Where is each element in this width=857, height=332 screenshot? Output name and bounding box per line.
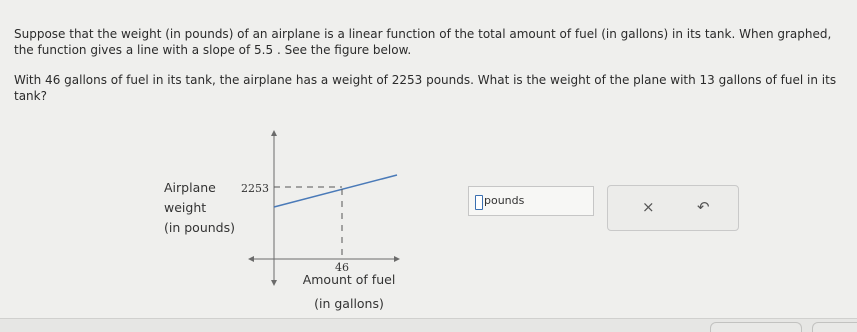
x-axis-label-line-1: Amount of fuel	[302, 272, 396, 287]
answer-area	[468, 186, 594, 216]
x-axis-arrow-left	[248, 256, 254, 262]
clear-answer-button[interactable]	[642, 198, 655, 216]
problem-paragraph-2: With 46 gallons of fuel in its tank, the airplane has a weight of 2253 pounds. What is the weight of the plane with 13 gallons of fuel in its tank?	[14, 73, 837, 103]
close-icon: ×	[642, 198, 655, 216]
undo-icon: ↶	[697, 198, 710, 216]
answer-input[interactable]	[475, 195, 483, 210]
answer-tools-panel	[607, 185, 739, 231]
y-axis-label-line-1: Airplane	[164, 180, 216, 195]
problem-statement	[14, 26, 849, 104]
y-axis-label-line-3: (in pounds)	[164, 220, 235, 235]
function-line	[274, 175, 397, 207]
problem-paragraph-1: Suppose that the weight (in pounds) of an airplane is a linear function of the total amount of fuel (in gallons) in its tank. When graphed, the function gives a line with a slope of 5.5 . See the figure below.	[14, 27, 832, 57]
x-axis-label	[274, 268, 424, 316]
x-tick-label: 46	[335, 261, 349, 274]
x-axis-label-line-2: (in gallons)	[314, 296, 384, 311]
undo-button[interactable]	[697, 198, 710, 216]
x-axis-arrow-right	[394, 256, 400, 262]
y-tick-label: 2253	[241, 182, 269, 195]
y-axis-arrow-up	[271, 130, 277, 136]
linear-function-figure	[164, 126, 424, 316]
answer-unit-label: pounds	[484, 194, 525, 207]
y-axis-label-line-2: weight	[164, 200, 207, 215]
